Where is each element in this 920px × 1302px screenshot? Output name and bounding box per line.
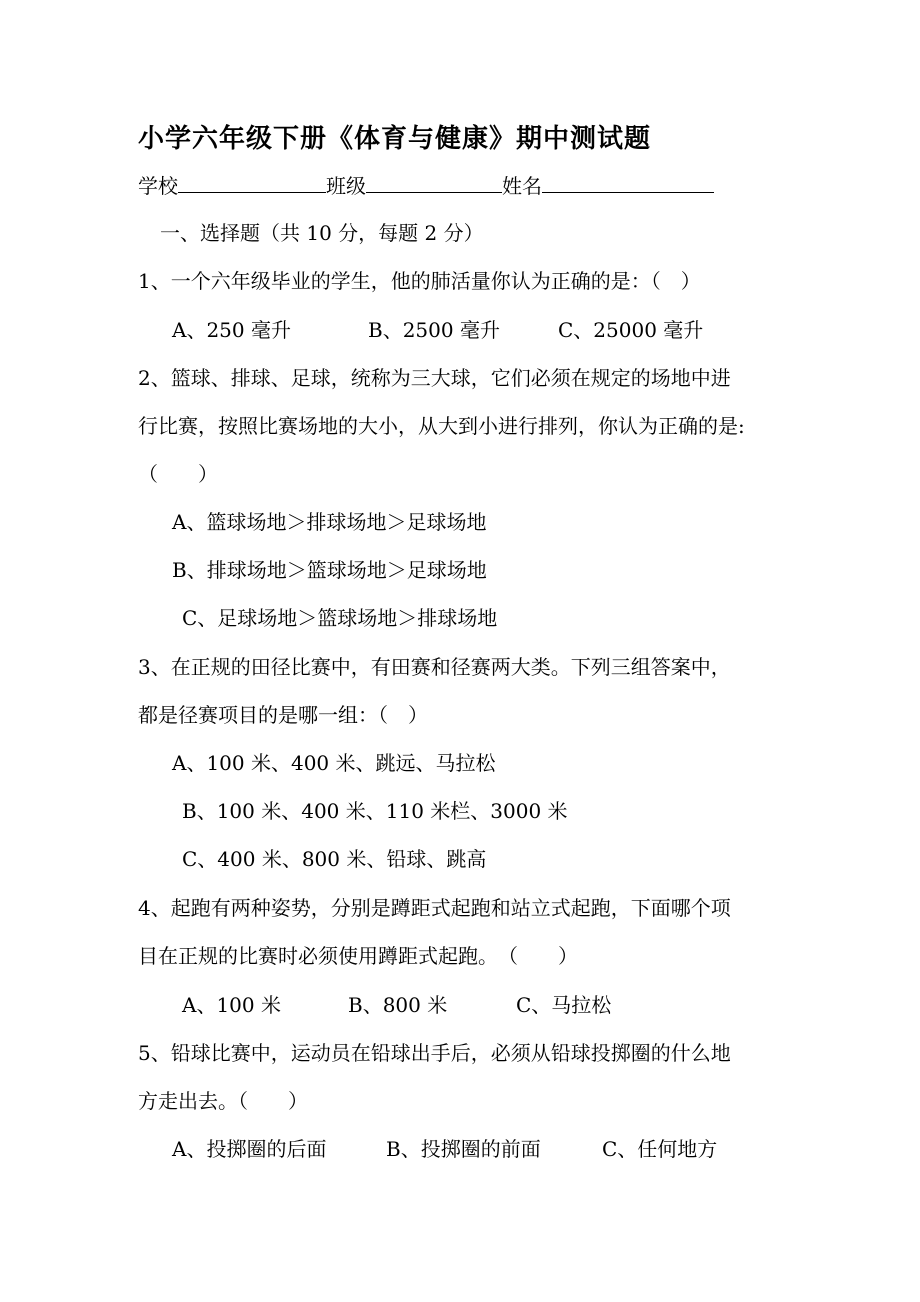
question-3-line-1: 3、在正规的田径比赛中，有田赛和径赛两大类。下列三组答案中， — [138, 655, 731, 679]
q2-option-c: C、足球场地＞篮球场地＞排球场地 — [182, 606, 498, 630]
class-blank[interactable] — [366, 172, 502, 193]
q5-option-c: C、任何地方 — [602, 1137, 718, 1161]
student-info-row — [138, 172, 714, 199]
question-2-line-3: （ ） — [138, 462, 218, 486]
question-2-line-1: 2、篮球、排球、足球，统称为三大球，它们必须在规定的场地中进 — [138, 366, 731, 390]
question-5-options — [172, 1137, 717, 1161]
q1-option-a: A、250 毫升 — [172, 318, 291, 342]
question-3-line-2: 都是径赛项目的是哪一组：（ ） — [138, 703, 428, 727]
question-2-line-2: 行比赛，按照比赛场地的大小，从大到小进行排列，你认为正确的是: — [138, 414, 745, 438]
q3-option-b: B、100 米、400 米、110 米栏、3000 米 — [182, 799, 568, 823]
q4-option-b: B、800 米 — [348, 993, 448, 1017]
question-4-options — [182, 993, 611, 1017]
question-4-line-1: 4、起跑有两种姿势，分别是蹲距式起跑和站立式起跑，下面哪个项 — [138, 896, 731, 920]
q1-option-b: B、2500 毫升 — [368, 318, 500, 342]
q1-option-c: C、25000 毫升 — [558, 318, 704, 342]
section-heading: 一、选择题（共 10 分，每题 2 分） — [160, 221, 484, 245]
question-5-line-2: 方走出去。（ ） — [138, 1089, 308, 1113]
question-5-line-1: 5、铅球比赛中，运动员在铅球出手后，必须从铅球投掷圈的什么地 — [138, 1041, 731, 1065]
q4-option-a: A、100 米 — [182, 993, 281, 1017]
q4-option-c: C、马拉松 — [516, 993, 612, 1017]
school-label: 学校 — [138, 174, 178, 198]
q2-option-b: B、排球场地＞篮球场地＞足球场地 — [172, 558, 487, 582]
q5-option-a: A、投掷圈的后面 — [172, 1137, 327, 1161]
question-4-line-2: 目在正规的比赛时必须使用蹲距式起跑。 （ ） — [138, 944, 578, 968]
school-blank[interactable] — [178, 172, 326, 193]
q2-option-a: A、篮球场地＞排球场地＞足球场地 — [172, 510, 487, 534]
page-title: 小学六年级下册《体育与健康》期中测试题 — [138, 124, 652, 154]
name-blank[interactable] — [542, 172, 714, 193]
class-label: 班级 — [326, 174, 366, 198]
question-1: 1、一个六年级毕业的学生，他的肺活量你认为正确的是：（ ） — [138, 269, 701, 293]
q3-option-c: C、400 米、800 米、铅球、跳高 — [182, 847, 487, 871]
q3-option-a: A、100 米、400 米、跳远、马拉松 — [172, 751, 496, 775]
name-label: 姓名 — [502, 174, 542, 198]
question-1-options — [172, 318, 703, 342]
q5-option-b: B、投掷圈的前面 — [386, 1137, 541, 1161]
